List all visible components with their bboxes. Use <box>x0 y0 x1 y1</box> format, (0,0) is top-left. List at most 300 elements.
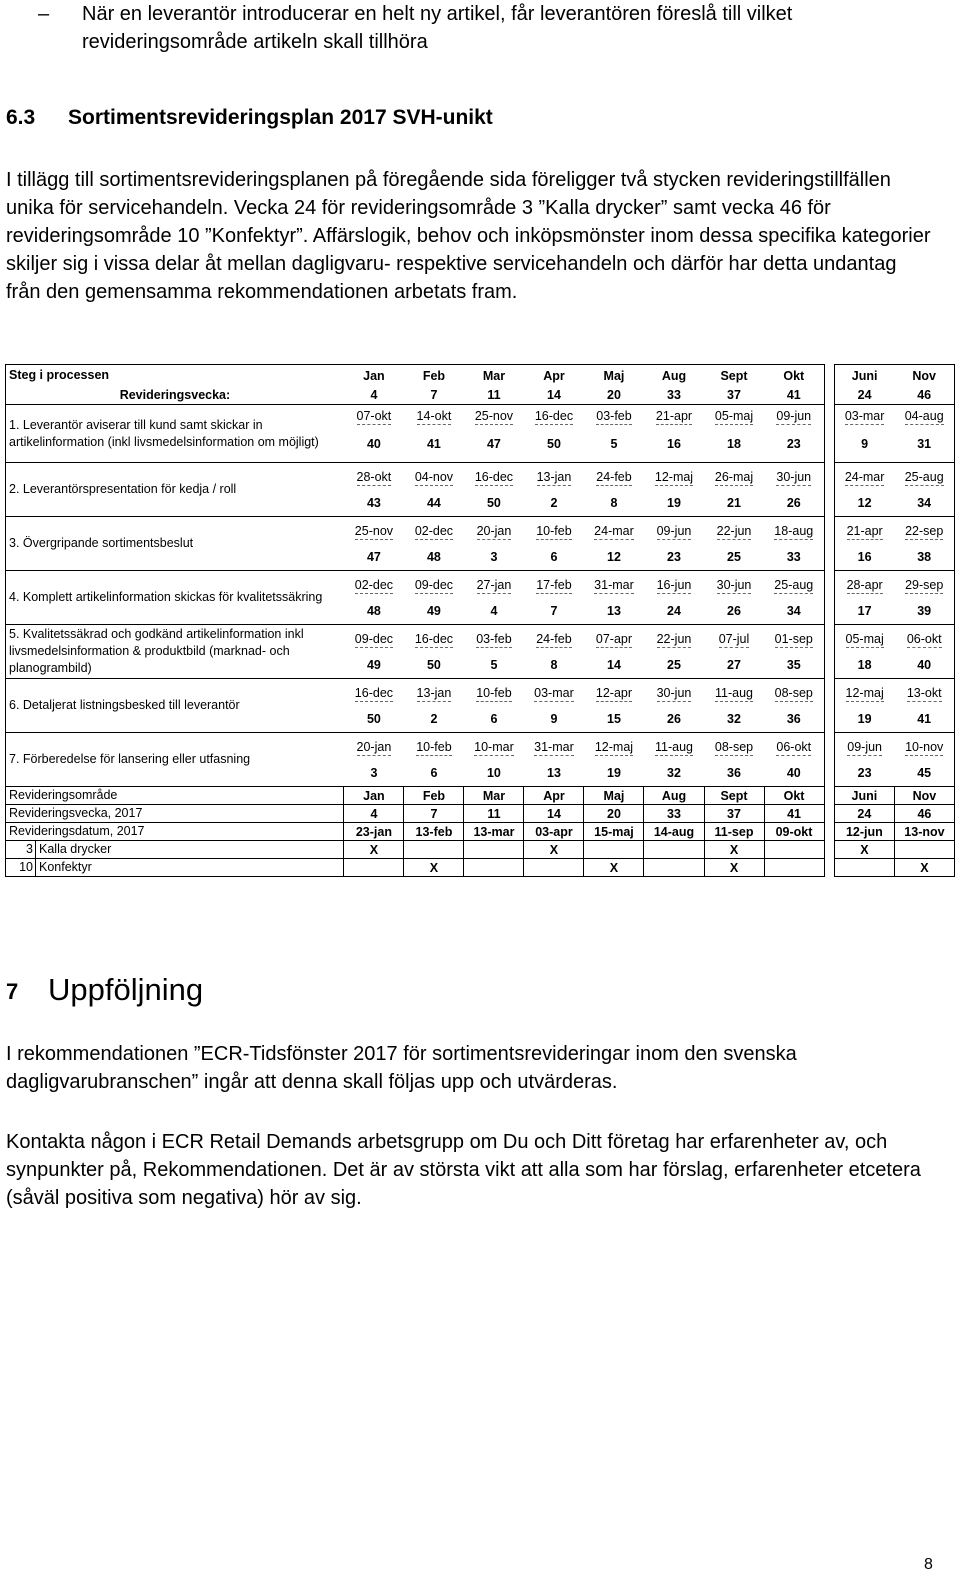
step-date <box>584 517 644 545</box>
summary-cell: 15-maj <box>584 823 644 841</box>
month-header: Mar <box>464 365 524 387</box>
area-mark <box>764 841 824 859</box>
step-date <box>644 571 704 599</box>
contact-paragraph: Kontakta någon i ECR Retail Demands arbetsgrupp om Du och Ditt företag har erfarenheter av, och synpunkter på, Rekommendationen. Det är av största vikt att alla som har förslag, erfarenheter etcetera (såväl positiva som negativa) hör av sig. <box>6 1131 921 1209</box>
date-text: 10-nov <box>905 739 944 754</box>
summary-row <box>6 787 955 805</box>
step-date <box>464 405 524 427</box>
step-week: 34 <box>764 599 824 625</box>
area-mark: X <box>704 859 764 877</box>
gap-cell <box>824 365 834 387</box>
step-week: 36 <box>764 707 824 733</box>
summary-cell: Aug <box>644 787 704 805</box>
step-week: 34 <box>894 491 954 517</box>
step-week: 33 <box>764 545 824 571</box>
step-week: 19 <box>667 496 681 511</box>
date-text: 12-maj <box>654 469 694 484</box>
step-date <box>894 463 954 491</box>
week-cell: 46 <box>894 387 954 405</box>
month-header: Juni <box>834 365 894 387</box>
date-text: 03-mar <box>534 685 574 700</box>
date-text: 02-dec <box>354 577 394 592</box>
date-text: 12-apr <box>595 685 633 700</box>
gap-cell <box>824 571 834 599</box>
step-week: 25 <box>727 550 741 565</box>
step-week: 18 <box>834 653 894 679</box>
date-text: 16-dec <box>534 408 574 423</box>
step-week: 38 <box>894 545 954 571</box>
step-week: 43 <box>366 496 381 511</box>
date-text: 07-apr <box>595 631 633 646</box>
summary-cell: Juni <box>834 787 894 805</box>
gap-cell <box>824 463 834 491</box>
summary-cell: 13-mar <box>464 823 524 841</box>
step-date <box>704 405 764 427</box>
step-week: 17 <box>834 599 894 625</box>
summary-cell: 33 <box>644 805 704 823</box>
step-date <box>644 679 704 707</box>
section-title: Sortimentsrevideringsplan 2017 SVH-unikt <box>68 106 493 129</box>
date-text: 17-feb <box>536 577 572 592</box>
summary-cell: 09-okt <box>764 823 824 841</box>
week-cell: 33 <box>667 388 681 403</box>
step-week: 50 <box>547 437 561 452</box>
date-text: 07-okt <box>356 408 392 423</box>
date-text: 24-feb <box>536 631 572 646</box>
date-text: 02-dec <box>414 523 454 538</box>
step-week: 2 <box>550 496 558 511</box>
date-text: 09-jun <box>847 739 882 754</box>
step-date <box>704 625 764 653</box>
week-cell: 20 <box>607 388 621 403</box>
followup-paragraph: I rekommendationen ”ECR-Tidsfönster 2017 för sortimentsrevideringar inom den svenska dagligvarubranschen” ingår att denna skall följas upp och utvärderas. <box>6 1043 797 1093</box>
step-week: 25 <box>667 658 681 673</box>
date-text: 18-aug <box>774 523 814 538</box>
date-text: 29-sep <box>905 577 944 592</box>
step-date <box>834 405 894 427</box>
date-text: 10-mar <box>474 739 514 754</box>
header-label: Steg i processen <box>6 365 344 387</box>
step-week: 12 <box>607 550 621 565</box>
summary-cell: 12-jun <box>834 823 894 841</box>
step-week: 32 <box>727 712 741 727</box>
date-text: 25-nov <box>354 523 394 538</box>
step-date <box>764 625 824 653</box>
step-date <box>464 733 524 761</box>
step-date-row <box>6 679 955 707</box>
step-date <box>894 517 954 545</box>
step-date <box>584 571 644 599</box>
step-week: 44 <box>426 496 441 511</box>
gap-cell <box>824 427 834 463</box>
summary-cell: 13-feb <box>404 823 464 841</box>
step-date <box>764 571 824 599</box>
step-date <box>764 733 824 761</box>
date-text: 10-feb <box>536 523 572 538</box>
step-date <box>894 571 954 599</box>
section-number: 6.3 <box>6 106 36 129</box>
step-date <box>344 571 404 599</box>
step-label: 4. Komplett artikelinformation skickas för kvalitetssäkring <box>6 571 344 625</box>
area-mark <box>404 841 464 859</box>
step-label: 1. Leverantör aviserar till kund samt skickar in artikelinformation (inkl livsmedelsinformation om möjligt) <box>6 405 344 463</box>
step-date <box>584 733 644 761</box>
area-mark: X <box>894 859 954 877</box>
summary-cell: 41 <box>764 805 824 823</box>
summary-cell: 11 <box>464 805 524 823</box>
summary-cell: 24 <box>834 805 894 823</box>
step-week: 23 <box>834 761 894 787</box>
area-mark: X <box>344 841 404 859</box>
date-text: 16-jun <box>656 577 692 592</box>
step-date <box>644 733 704 761</box>
area-number: 10 <box>9 859 36 876</box>
date-text: 03-feb <box>596 408 632 423</box>
date-text: 10-feb <box>416 739 452 754</box>
date-text: 01-sep <box>774 631 813 646</box>
header-row <box>6 365 955 387</box>
week-cell: 37 <box>727 388 741 403</box>
date-text: 11-aug <box>715 685 753 700</box>
summary-cell: 46 <box>894 805 954 823</box>
step-date <box>584 405 644 427</box>
gap-cell <box>824 491 834 517</box>
date-text: 14-okt <box>416 408 452 423</box>
date-text: 09-dec <box>354 631 394 646</box>
date-text: 06-okt <box>776 739 812 754</box>
step-date <box>524 571 584 599</box>
step-week: 45 <box>894 761 954 787</box>
step-week: 13 <box>607 604 621 619</box>
summary-cell: 37 <box>704 805 764 823</box>
area-row <box>6 859 955 877</box>
step-date <box>404 733 464 761</box>
date-text: 31-mar <box>534 739 574 754</box>
step-date <box>524 463 584 491</box>
gap-cell <box>824 545 834 571</box>
page-number: 8 <box>924 1556 933 1573</box>
step-date <box>584 625 644 653</box>
step-week: 16 <box>667 437 681 452</box>
gap-cell <box>824 653 834 679</box>
step-week: 48 <box>426 550 441 565</box>
step-week: 23 <box>667 550 681 565</box>
step-week: 23 <box>764 427 824 463</box>
step-date <box>704 517 764 545</box>
summary-cell: 11-sep <box>704 823 764 841</box>
area-mark <box>464 841 524 859</box>
area-mark <box>524 859 584 877</box>
date-text: 06-okt <box>906 631 942 646</box>
area-mark: X <box>704 841 764 859</box>
step-date <box>524 405 584 427</box>
area-mark: X <box>404 859 464 877</box>
summary-cell: 4 <box>344 805 404 823</box>
date-text: 05-maj <box>845 631 884 646</box>
area-mark <box>644 859 704 877</box>
month-header: Nov <box>894 365 954 387</box>
date-text: 20-jan <box>476 523 512 538</box>
gap-cell <box>824 733 834 761</box>
summary-cell: 13-nov <box>894 823 954 841</box>
step-week: 9 <box>550 712 558 727</box>
summary-label: Revideringsdatum, 2017 <box>6 823 344 841</box>
step-date <box>464 517 524 545</box>
step-date <box>524 679 584 707</box>
step-date <box>404 625 464 653</box>
area-mark <box>834 859 894 877</box>
date-text: 16-dec <box>414 631 454 646</box>
step-week: 26 <box>667 712 681 727</box>
week-label: Revideringsvecka: <box>6 387 344 405</box>
date-text: 09-jun <box>656 523 692 538</box>
step-week: 16 <box>834 545 894 571</box>
gap-cell <box>824 823 834 841</box>
step-week: 50 <box>426 658 441 673</box>
step-week: 5 <box>610 437 618 452</box>
step-date <box>834 625 894 653</box>
summary-cell: Maj <box>584 787 644 805</box>
date-text: 09-jun <box>776 408 812 423</box>
summary-cell: Jan <box>344 787 404 805</box>
step-date <box>834 679 894 707</box>
gap-cell <box>824 387 834 405</box>
step-week: 40 <box>366 437 381 452</box>
step-week: 50 <box>486 496 501 511</box>
date-text: 03-mar <box>844 408 885 423</box>
step-date <box>464 571 524 599</box>
date-text: 12-maj <box>845 685 884 700</box>
area-mark: X <box>834 841 894 859</box>
section-heading-6-3 <box>6 106 493 130</box>
gap-cell <box>824 599 834 625</box>
step-date <box>464 679 524 707</box>
area-mark <box>584 841 644 859</box>
summary-cell: 14-aug <box>644 823 704 841</box>
step-week: 47 <box>486 437 501 452</box>
step-date <box>644 517 704 545</box>
date-text: 26-maj <box>714 469 754 484</box>
date-text: 28-apr <box>846 577 883 592</box>
bullet-item <box>38 0 938 56</box>
step-week: 19 <box>607 766 621 781</box>
date-text: 16-dec <box>354 685 394 700</box>
step-week: 9 <box>834 427 894 463</box>
step-date <box>404 463 464 491</box>
week-cell: 11 <box>487 388 501 403</box>
date-text: 08-sep <box>714 739 754 754</box>
intro-paragraph: I tillägg till sortimentsrevideringsplanen på föregående sida föreligger två stycken revideringstillfällen unika för servicehandeln. Vecka 24 för revideringsområde 3 ”Kalla drycker” samt vecka 46 för revideringsområde 10 ”Konfektyr”. Affärslogik, behov och inköpsmönster inom dessa specifika kategorier skiljer sig i vissa delar åt mellan dagligvaru- respektive servicehandeln och därför har detta undantag från den gemensamma rekommendationen arbetats fram. <box>6 169 931 303</box>
area-mark <box>764 859 824 877</box>
step-date <box>834 517 894 545</box>
step-week: 41 <box>426 437 441 452</box>
step-date <box>584 463 644 491</box>
area-row <box>6 841 955 859</box>
date-text: 22-jun <box>716 523 752 538</box>
date-text: 24-mar <box>844 469 885 484</box>
week-cell: 4 <box>370 388 378 403</box>
step-date <box>344 679 404 707</box>
summary-label: Revideringsvecka, 2017 <box>6 805 344 823</box>
date-text: 13-okt <box>906 685 942 700</box>
step-week: 6 <box>430 766 438 781</box>
step-week: 12 <box>834 491 894 517</box>
gap-cell <box>824 625 834 653</box>
area-mark <box>464 859 524 877</box>
step-date <box>894 405 954 427</box>
gap-cell <box>824 859 834 877</box>
date-text: 05-maj <box>714 408 754 423</box>
step-date <box>584 679 644 707</box>
area-name: Kalla drycker <box>39 842 112 856</box>
month-header: Apr <box>524 365 584 387</box>
step-week: 49 <box>366 658 381 673</box>
step-date <box>524 625 584 653</box>
date-text: 22-jun <box>656 631 692 646</box>
step-week: 49 <box>426 604 441 619</box>
week-cell: 14 <box>547 388 561 403</box>
step-week: 31 <box>894 427 954 463</box>
date-text: 25-aug <box>774 577 814 592</box>
gap-cell <box>824 405 834 427</box>
summary-cell: Nov <box>894 787 954 805</box>
step-week: 48 <box>366 604 381 619</box>
week-cell: 7 <box>430 388 438 403</box>
step-date <box>344 517 404 545</box>
step-date-row <box>6 733 955 761</box>
date-text: 21-apr <box>846 523 883 538</box>
gap-cell <box>824 707 834 733</box>
area-mark <box>344 859 404 877</box>
step-date <box>404 679 464 707</box>
step-week: 21 <box>727 496 741 511</box>
month-header: Aug <box>644 365 704 387</box>
step-date <box>894 733 954 761</box>
bullet-dash: – <box>38 3 50 25</box>
step-date <box>704 733 764 761</box>
step-label: 2. Leverantörspresentation för kedja / roll <box>6 463 344 517</box>
gap-cell <box>824 841 834 859</box>
summary-cell: Okt <box>764 787 824 805</box>
date-text: 09-dec <box>414 577 454 592</box>
step-date <box>764 405 824 427</box>
section7-number: 7 <box>6 978 19 1004</box>
step-date-row <box>6 625 955 653</box>
step-date <box>704 679 764 707</box>
step-week: 36 <box>727 766 741 781</box>
step-week: 8 <box>610 496 618 511</box>
date-text: 30-jun <box>656 685 692 700</box>
area-mark <box>894 841 954 859</box>
revision-schedule-table <box>5 364 955 877</box>
step-week: 15 <box>607 712 621 727</box>
step-week: 13 <box>547 766 561 781</box>
month-header: Maj <box>584 365 644 387</box>
step-week: 40 <box>894 653 954 679</box>
step-week: 3 <box>490 550 498 565</box>
gap-cell <box>824 787 834 805</box>
step-date <box>894 679 954 707</box>
step-date <box>404 517 464 545</box>
area-mark <box>644 841 704 859</box>
step-week: 32 <box>667 766 681 781</box>
step-date-row <box>6 463 955 491</box>
step-date <box>704 571 764 599</box>
step-date <box>764 463 824 491</box>
gap-cell <box>824 517 834 545</box>
step-week: 4 <box>490 604 498 619</box>
area-name: Konfektyr <box>39 860 92 874</box>
step-week: 3 <box>370 766 378 781</box>
step-date <box>834 571 894 599</box>
area-mark: X <box>584 859 644 877</box>
step-date <box>834 733 894 761</box>
month-header: Feb <box>404 365 464 387</box>
date-text: 07-jul <box>718 631 750 646</box>
step-date <box>524 517 584 545</box>
summary-cell: 14 <box>524 805 584 823</box>
area-mark: X <box>524 841 584 859</box>
step-week: 24 <box>667 604 681 619</box>
step-week: 8 <box>550 658 558 673</box>
date-text: 30-jun <box>716 577 752 592</box>
bullet-text: När en leverantör introducerar en helt ny artikel, får leverantören föreslå till vilket revideringsområde artikeln skall tillhöra <box>82 3 793 53</box>
step-week: 47 <box>366 550 381 565</box>
step-date <box>764 517 824 545</box>
step-date <box>344 625 404 653</box>
week-cell: 24 <box>834 387 894 405</box>
summary-cell: 20 <box>584 805 644 823</box>
date-text: 04-aug <box>904 408 944 423</box>
gap-cell <box>824 679 834 707</box>
week-row <box>6 387 955 405</box>
step-date <box>894 625 954 653</box>
date-text: 22-sep <box>905 523 944 538</box>
summary-cell: 7 <box>404 805 464 823</box>
date-text: 16-dec <box>474 469 514 484</box>
date-text: 24-mar <box>594 523 634 538</box>
summary-label: Revideringsområde <box>6 787 344 805</box>
summary-cell: Feb <box>404 787 464 805</box>
date-text: 24-feb <box>596 469 632 484</box>
date-text: 10-feb <box>476 685 512 700</box>
date-text: 13-jan <box>416 685 452 700</box>
summary-cell: Apr <box>524 787 584 805</box>
date-text: 28-okt <box>356 469 392 484</box>
date-text: 08-sep <box>774 685 813 700</box>
step-week: 26 <box>727 604 741 619</box>
month-header: Okt <box>764 365 824 387</box>
step-date-row <box>6 571 955 599</box>
date-text: 11-aug <box>654 739 693 754</box>
gap-cell <box>824 761 834 787</box>
step-label: 3. Övergripande sortimentsbeslut <box>6 517 344 571</box>
step-week: 19 <box>834 707 894 733</box>
step-label: 6. Detaljerat listningsbesked till leverantör <box>6 679 344 733</box>
step-week: 40 <box>764 761 824 787</box>
step-date <box>764 679 824 707</box>
month-header: Jan <box>344 365 404 387</box>
step-date <box>704 463 764 491</box>
step-date <box>464 463 524 491</box>
summary-cell: 03-apr <box>524 823 584 841</box>
date-text: 30-jun <box>776 469 812 484</box>
step-date <box>644 625 704 653</box>
week-cell: 41 <box>764 387 824 405</box>
step-week: 6 <box>550 550 558 565</box>
step-date <box>524 733 584 761</box>
step-week: 26 <box>764 491 824 517</box>
